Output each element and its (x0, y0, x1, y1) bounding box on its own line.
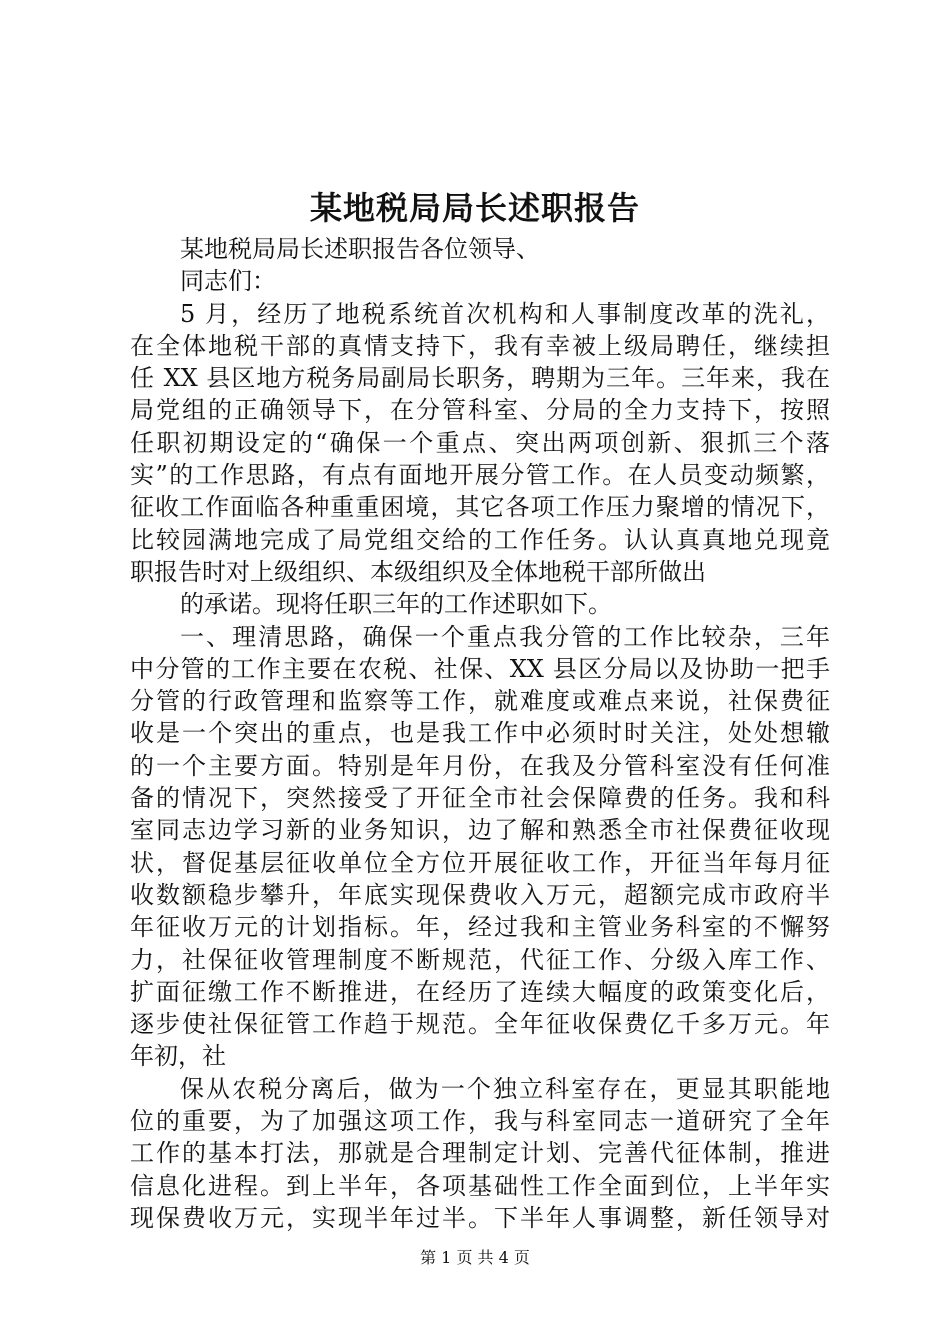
text-line: 中分管的工作主要在农税、社保、XX 县区分局以及协助一把手 (130, 654, 830, 683)
text-line: 年征收万元的计划指标。年，经过我和主管业务科室的不懈努 (130, 913, 830, 942)
text-line: 力，社保征收管理制度不断规范，代征工作、分级入库工作、 (130, 945, 830, 974)
text-line: 室同志边学习新的业务知识，边了解和熟悉全市社保费征收现 (130, 816, 830, 845)
text-line: 在全体地税干部的真情支持下，我有幸被上级局聘任，继续担 (130, 331, 830, 360)
text-line: 状，督促基层征收单位全方位开展征收工作，开征当年每月征 (130, 848, 830, 877)
text-line: 任职初期设定的“确保一个重点、突出两项创新、狠抓三个落 (130, 428, 830, 457)
text-line: 工作的基本打法，那就是合理制定计划、完善代征体制，推进 (130, 1139, 830, 1168)
page-footer: 第 1 页 共 4 页 (420, 1248, 530, 1267)
text-line: 职报告时对上级组织、本级组织及全体地税干部所做出 (130, 557, 706, 586)
document-body (130, 233, 830, 1234)
text-line: 征收工作面临各种重重困境，其它各项工作压力聚增的情况下， (130, 493, 830, 522)
text-line: 任 XX 县区地方税务局副局长职务，聘期为三年。三年来，我在 (130, 364, 830, 393)
text-line: 逐步使社保征管工作趋于规范。全年征收保费亿千多万元。年 (130, 1010, 830, 1039)
text-line: 同志们： (180, 267, 276, 296)
document-title: 某地税局局长述职报告 (309, 189, 640, 227)
text-line: 收数额稳步攀升，年底实现保费收入万元，超额完成市政府半 (130, 880, 830, 909)
text-line: 保从农税分离后，做为一个独立科室存在，更显其职能地 (180, 1074, 830, 1103)
text-line: 备的情况下，突然接受了开征全市社会保障费的任务。我和科 (130, 784, 830, 813)
text-line: 实”的工作思路，有点有面地开展分管工作。在人员变动频繁， (130, 461, 830, 490)
text-line: 某地税局局长述职报告各位领导、 (180, 235, 540, 263)
text-line: 比较园满地完成了局党组交给的工作任务。认认真真地兑现竟 (130, 525, 830, 554)
text-line: 年初，社 (130, 1042, 226, 1071)
text-line: 信息化进程。到上半年，各项基础性工作全面到位，上半年实 (130, 1171, 830, 1200)
text-line: 5 月，经历了地税系统首次机构和人事制度改革的洗礼， (180, 299, 830, 328)
text-line: 现保费收万元，实现半年过半。下半年人事调整，新任领导对 (130, 1203, 830, 1232)
text-line: 位的重要，为了加强这项工作，我与科室同志一道研究了全年 (130, 1107, 830, 1136)
text-line: 收是一个突出的重点，也是我工作中必须时时关注，处处想辙 (130, 719, 830, 748)
text-line: 一、理清思路，确保一个重点我分管的工作比较杂，三年 (180, 622, 830, 651)
text-line: 的一个主要方面。特别是年月份，在我及分管科室没有任何准 (130, 751, 830, 780)
text-line: 扩面征缴工作不断推进，在经历了连续大幅度的政策变化后， (130, 977, 830, 1006)
text-line: 分管的行政管理和监察等工作，就难度或难点来说，社保费征 (130, 687, 830, 716)
text-line: 局党组的正确领导下，在分管科室、分局的全力支持下，按照 (130, 396, 830, 425)
text-line: 的承诺。现将任职三年的工作述职如下。 (180, 590, 612, 619)
